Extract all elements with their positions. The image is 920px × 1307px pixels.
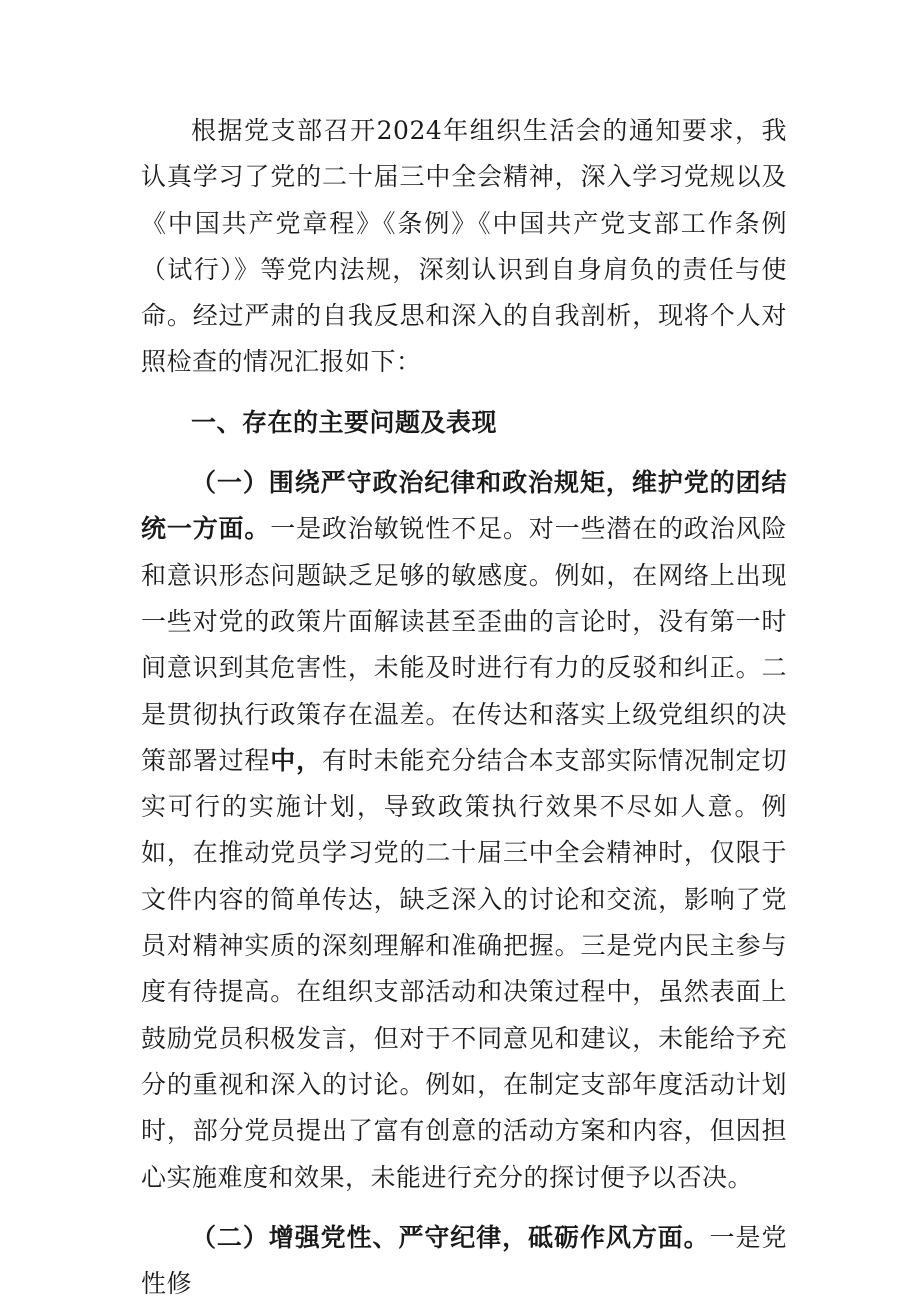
section-heading-1: 一、存在的主要问题及表现 xyxy=(191,407,498,437)
subsection-1-body-b: 有时未能充分结合本支部实际情况制定切实可行的实施计划，导致政策执行效果不尽如人意。例如，在推动党员学习党的二十届三中全会精神时，仅限于文件内容的简单传达，缺乏深入的讨论和交流，影响了党员对精神实质的深刻理解和准确把握。三是党内民主参与度有待提高。在组织支部活动和决策过程中，虽然表面上鼓励党员积极发言，但对于不同意见和建议，未能给予充分的重视和深入的讨论。例如，在制定支部年度活动计划时，部分党员提出了富有创意的活动方案和内容，但因担心实施难度和效果，未能进行充分的探讨便予以否决。 xyxy=(141,745,787,1192)
subsection-1-title: （一）围绕严守政治纪律和政治规矩，维护党的团结统一方面。 xyxy=(141,468,787,544)
subsection-2-body: 一是党性修 xyxy=(141,1222,787,1299)
subsection-2-title: （二）增强党性、严守纪律，砥砺作风方面。 xyxy=(191,1222,710,1252)
document-body xyxy=(141,108,787,1307)
subsection-1-body-a: 一是政治敏锐性不足。对一些潜在的政治风险和意识形态问题缺乏足够的敏感度。例如，在网络上出现一些对党的政策片面解读甚至歪曲的言论时，没有第一时间意识到其危害性，未能及时进行有力的反驳和纠正。二是贯彻执行政策存在温差。在传达和落实上级党组织的决策部署过程 xyxy=(141,514,787,775)
intro-paragraph: 根据党支部召开2024年组织生活会的通知要求，我认真学习了党的二十届三中全会精神，深入学习党规以及《中国共产党章程》《条例》《中国共产党支部工作条例（试行）》等党内法规，深刻认识到自身肩负的责任与使命。经过严肃的自我反思和深入的自我剖析，现将个人对照检查的情况汇报如下： xyxy=(141,116,787,377)
subsection-2-paragraph xyxy=(141,1215,787,1307)
subsection-1-body-bold: 中， xyxy=(270,745,322,775)
subsection-1-paragraph xyxy=(141,460,787,1201)
